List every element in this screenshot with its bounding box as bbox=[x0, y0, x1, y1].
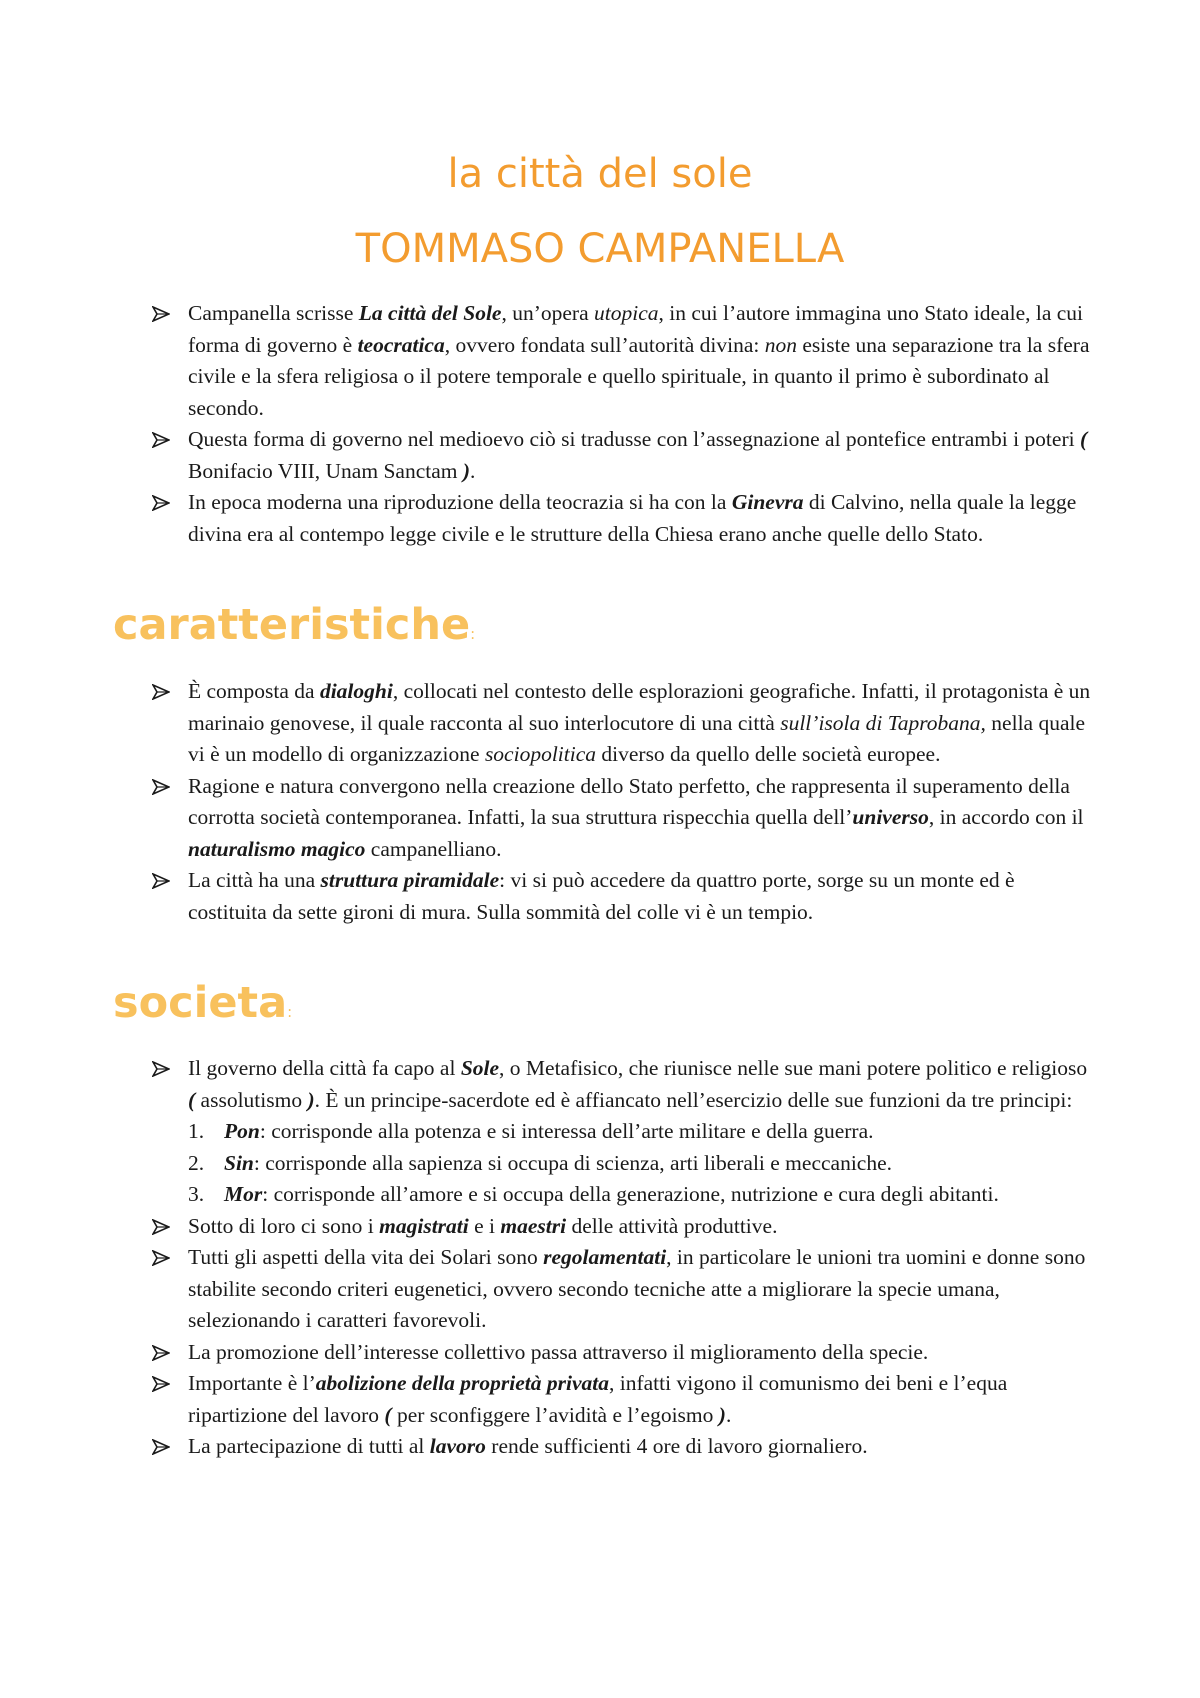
emphasized-phrase bbox=[732, 490, 804, 514]
emphasis-text: naturalismo magico bbox=[188, 836, 366, 861]
emphasis-text: Ginevra bbox=[731, 490, 804, 514]
text-run: , collocati nel contesto delle esplorazioni geografiche. Infatti, il protagonista è un marinaio genovese, il quale racconta al suo interlocutore di una città bbox=[188, 679, 1091, 735]
arrowhead-bullet-icon bbox=[152, 1431, 174, 1462]
text-run: , in particolare le unioni tra uomini e donne sono stabilite secondo criteri eugenetici, ovvero secondo tecniche atte a migliorare la specie umana, selezionando i caratteri favorevoli. bbox=[188, 1245, 1086, 1332]
emphasis-text: La città del Sole bbox=[358, 301, 502, 325]
emphasized-phrase bbox=[379, 1214, 469, 1238]
emphasized-phrase bbox=[852, 805, 928, 829]
caratteristiche-list bbox=[152, 676, 1092, 928]
emphasized-phrase bbox=[224, 1119, 260, 1143]
text-run: Bonifacio VIII, Unam Sanctam bbox=[188, 458, 463, 483]
text-run: È composta da bbox=[188, 679, 320, 703]
emphasis-text: Sin bbox=[224, 1150, 254, 1175]
text-run: delle attività produttive. bbox=[566, 1213, 778, 1238]
bullet-item bbox=[152, 1368, 1092, 1431]
text-run: , ovvero fondata sull’autorità divina: bbox=[444, 332, 765, 357]
text-run: , o Metafisico, che riunisce nelle sue mani potere politico e religioso bbox=[499, 1056, 1088, 1080]
emphasis-text: ( bbox=[188, 1087, 196, 1112]
text-run: nella quale vi è un modello di organizzazione bbox=[188, 710, 1086, 766]
bullet-item bbox=[152, 865, 1092, 928]
text-run: : corrisponde alla sapienza si occupa di scienza, arti liberali e meccaniche. bbox=[253, 1150, 893, 1175]
bullet-item bbox=[152, 1053, 1092, 1116]
text-run: , in cui l’autore immagina uno Stato ideale, la cui forma di governo è bbox=[188, 301, 1084, 357]
item-number: 2. bbox=[188, 1150, 205, 1175]
emphasized-phrase bbox=[359, 301, 502, 325]
intro-list bbox=[152, 298, 1092, 550]
section-heading-societa bbox=[113, 975, 292, 1040]
principi-numbered-list bbox=[152, 1116, 1092, 1211]
text-run: La promozione dell’interesse collettivo passa attraverso il miglioramento della specie. bbox=[188, 1339, 929, 1364]
heading-colon: : bbox=[287, 1003, 293, 1021]
text-run: Tutti gli aspetti della vita dei Solari sono bbox=[188, 1245, 544, 1269]
emphasized-phrase bbox=[463, 459, 470, 483]
emphasized-phrase bbox=[543, 1245, 666, 1269]
text-run: esiste una separazione tra la sfera civile e la sfera religiosa o il potere temporale e quello spirituale, in quanto il primo è subordinato al secondo. bbox=[188, 332, 1090, 420]
emphasis-text: magistrati bbox=[379, 1213, 469, 1238]
text-run: Sotto di loro ci sono i bbox=[188, 1213, 380, 1238]
text-run: campanelliano. bbox=[365, 836, 502, 861]
emphasis-text: Pon bbox=[224, 1119, 260, 1143]
arrowhead-bullet-icon bbox=[152, 1242, 174, 1273]
text-run: : corrisponde all’amore e si occupa della generazione, nutrizione e cura degli abitanti. bbox=[262, 1182, 999, 1206]
emphasis-text: ) bbox=[718, 1402, 726, 1427]
emphasized-phrase bbox=[384, 1403, 391, 1427]
emphasis-text: abolizione della proprietà privata bbox=[315, 1371, 609, 1395]
text-run: per sconfiggere l’avidità e l’egoismo bbox=[391, 1402, 719, 1427]
emphasis-text: maestri bbox=[500, 1213, 567, 1238]
bullet-item bbox=[152, 1211, 1092, 1243]
bullet-item bbox=[152, 676, 1092, 771]
arrowhead-bullet-icon bbox=[152, 1053, 174, 1084]
emphasized-phrase: non bbox=[764, 332, 798, 357]
text-run: Questa forma di governo nel medioevo ciò si tradusse con l’assegnazione al pontefice entrambi i poteri bbox=[188, 427, 1080, 451]
emphasized-phrase bbox=[461, 1056, 499, 1080]
emphasis-text: teocratica bbox=[357, 332, 445, 357]
section-heading-text: caratteristiche bbox=[113, 600, 471, 650]
societa-rest-items-slot bbox=[152, 1211, 1092, 1463]
text-run: . bbox=[470, 458, 476, 483]
bullet-item bbox=[152, 771, 1092, 866]
emphasis-text: ( bbox=[384, 1402, 392, 1427]
numbered-item bbox=[152, 1116, 1092, 1148]
emphasized-phrase bbox=[316, 1371, 609, 1395]
item-number: 3. bbox=[188, 1182, 205, 1206]
text-run: : vi si può accedere da quattro porte, sorge su un monte ed è costituita da sette gironi di mura. Sulla sommità del colle vi è un tempio. bbox=[188, 868, 1015, 924]
section-heading-text: societa bbox=[113, 978, 288, 1028]
bullet-item bbox=[152, 1242, 1092, 1337]
text-run: , un’opera bbox=[501, 301, 595, 325]
heading-colon: : bbox=[470, 625, 476, 643]
bullet-item bbox=[152, 1337, 1092, 1369]
numbered-item bbox=[152, 1179, 1092, 1211]
emphasized-phrase bbox=[320, 679, 393, 703]
text-run: , in accordo con il bbox=[928, 805, 1084, 829]
arrowhead-bullet-icon bbox=[152, 1368, 174, 1399]
text-run: rende sufficienti 4 ore di lavoro giornaliero. bbox=[485, 1434, 868, 1458]
text-run: In epoca moderna una riproduzione della teocrazia si ha con la bbox=[188, 490, 732, 514]
emphasized-phrase bbox=[224, 1182, 262, 1206]
text-run: : corrisponde alla potenza e si interessa dell’arte militare e della guerra. bbox=[259, 1119, 874, 1143]
emphasized-phrase bbox=[500, 1214, 566, 1238]
societa-first-item-slot bbox=[152, 1053, 1092, 1116]
item-number: 1. bbox=[188, 1119, 205, 1143]
text-run: Il governo della città fa capo al bbox=[188, 1056, 461, 1080]
emphasis-text: regolamentati bbox=[543, 1245, 667, 1269]
text-run: Campanella scrisse bbox=[188, 301, 359, 325]
emphasized-phrase bbox=[188, 837, 365, 861]
document-author: TOMMASO CAMPANELLA bbox=[355, 226, 845, 272]
text-run: Importante è l’ bbox=[188, 1371, 316, 1395]
arrowhead-bullet-icon bbox=[152, 424, 174, 455]
bullet-item bbox=[152, 1431, 1092, 1463]
arrowhead-bullet-icon bbox=[152, 865, 174, 896]
text-run: La partecipazione di tutti al bbox=[188, 1434, 430, 1458]
arrowhead-bullet-icon bbox=[152, 1211, 174, 1242]
text-run: , infatti vigono il comunismo dei beni e l’equa ripartizione del lavoro bbox=[188, 1371, 1008, 1427]
arrowhead-bullet-icon bbox=[152, 298, 174, 329]
emphasis-text: ) bbox=[462, 458, 471, 483]
emphasized-phrase bbox=[430, 1434, 486, 1458]
emphasized-phrase bbox=[321, 868, 500, 892]
text-run: La città ha una bbox=[188, 868, 321, 892]
text-run: . bbox=[725, 1402, 732, 1427]
emphasized-phrase bbox=[719, 1403, 726, 1427]
emphasized-phrase bbox=[224, 1151, 254, 1175]
text-run: Ragione e natura convergono nella creazione dello Stato perfetto, che rappresenta il superamento della corrotta società contemporanea. Infatti, la sua struttura rispecchia quella dell’ bbox=[188, 773, 1070, 829]
bullet-item bbox=[152, 298, 1092, 424]
emphasis-text: ) bbox=[307, 1087, 315, 1112]
document-title: la città del sole bbox=[447, 151, 753, 197]
numbered-item bbox=[152, 1148, 1092, 1180]
emphasis-text: struttura piramidale bbox=[320, 868, 500, 892]
bullet-item bbox=[152, 487, 1092, 550]
emphasis-text: Mor bbox=[224, 1182, 263, 1206]
text-run: e i bbox=[468, 1213, 501, 1238]
bullet-item bbox=[152, 424, 1092, 487]
arrowhead-bullet-icon bbox=[152, 1337, 174, 1368]
emphasis-text: lavoro bbox=[429, 1434, 486, 1458]
text-run: di Calvino, nella quale la legge divina era al contempo legge civile e le strutture della Chiesa erano anche quelle dello Stato. bbox=[188, 490, 1077, 546]
section-heading-caratteristiche bbox=[113, 597, 475, 662]
arrowhead-bullet-icon bbox=[152, 676, 174, 707]
text-run: assolutismo bbox=[195, 1087, 308, 1112]
text-run: . È un principe-sacerdote ed è affiancato nell’esercizio delle sue funzioni da tre principi: bbox=[314, 1087, 1073, 1112]
emphasized-phrase bbox=[307, 1088, 314, 1112]
arrowhead-bullet-icon bbox=[152, 487, 174, 518]
emphasis-text: ( bbox=[1079, 427, 1088, 451]
text-run: diverso da quello delle società europee. bbox=[596, 742, 941, 766]
arrowhead-bullet-icon bbox=[152, 771, 174, 802]
emphasized-phrase bbox=[1080, 427, 1087, 451]
emphasis-text: Sole bbox=[460, 1056, 500, 1080]
emphasis-text: universo bbox=[852, 805, 929, 829]
emphasized-phrase bbox=[358, 333, 445, 357]
emphasis-text: dialoghi bbox=[319, 679, 393, 703]
emphasized-phrase: sociopolitica bbox=[484, 742, 597, 766]
emphasized-phrase: sull’isola di Taprobana, bbox=[780, 710, 986, 735]
emphasized-phrase: utopica bbox=[594, 301, 659, 325]
societa-list bbox=[152, 1053, 1092, 1463]
